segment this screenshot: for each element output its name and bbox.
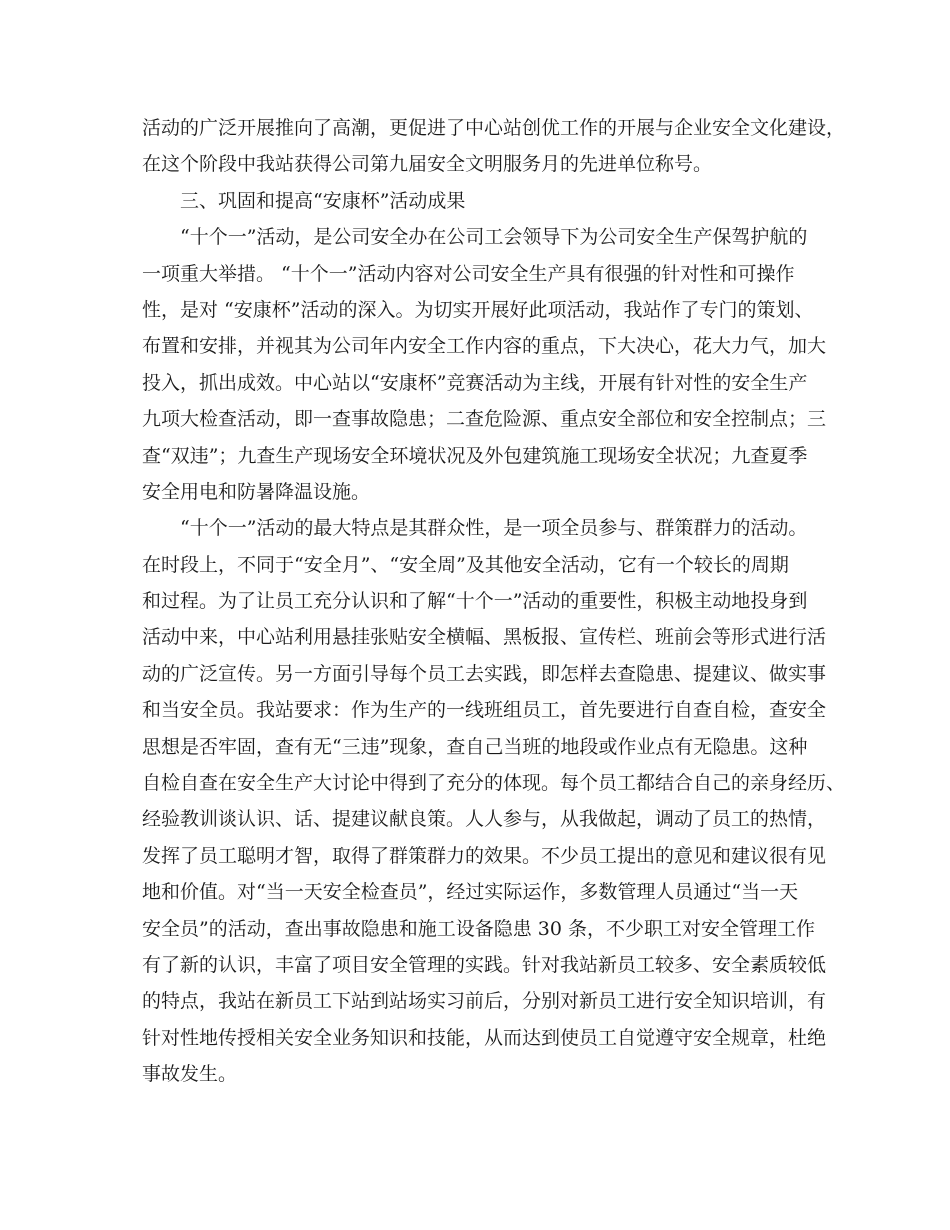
text-line: 自检自查在安全生产大讨论中得到了充分的体现。每个员工都结合自己的亲身经历、 [142, 772, 846, 795]
text-line: 九项大检查活动，即一查事故隐患；二查危险源、重点安全部位和安全控制点；三 [142, 408, 827, 431]
text-line: 思想是否牢固，查有无“三违”现象，查自己当班的地段或作业点有无隐患。这种 [142, 735, 808, 758]
text-line: 活动的广泛开展推向了高潮，更促进了中心站创优工作的开展与企业安全文化建设， [142, 117, 846, 139]
text-line: 发挥了员工聪明才智，取得了群策群力的效果。不少员工提出的意见和建议很有见 [142, 844, 827, 867]
text-line: 地和价值。对“当一天安全检查员”，经过实际运作，多数管理人员通过“当一天 [142, 881, 799, 904]
text-line: 的特点，我站在新员工下站到站场实习前后，分别对新员工进行安全知识培训，有 [142, 990, 827, 1013]
section-heading: 三、巩固和提高“安康杯”活动成果 [180, 189, 466, 212]
text-line: “十个一”活动的最大特点是其群众性，是一项全员参与、群策群力的活动。 [180, 517, 808, 540]
text-line: 安全用电和防暑降温设施。 [142, 480, 371, 503]
text-line: 事故发生。 [142, 1063, 238, 1086]
text-line: 和过程。为了让员工充分认识和了解“十个一”活动的重要性，积极主动地投身到 [142, 590, 808, 613]
text-line: 投入，抓出成效。中心站以“安康杯”竞赛活动为主线，开展有针对性的安全生产 [142, 371, 808, 394]
document-body [142, 110, 846, 1093]
text-line: “十个一”活动，是公司安全办在公司工会领导下为公司安全生产保驾护航的 [180, 226, 808, 249]
text-line: 有了新的认识，丰富了项目安全管理的实践。针对我站新员工较多、安全素质较低 [142, 953, 827, 976]
text-line: 查“双违”；九查生产现场安全环境状况及外包建筑施工现场安全状况；九查夏季 [142, 444, 808, 467]
text-line: 在时段上，不同于“安全月”、“安全周”及其他安全活动，它有一个较长的周期 [142, 553, 789, 576]
text-line: 一项重大举措。 “十个一”活动内容对公司安全生产具有很强的针对性和可操作 [142, 262, 795, 285]
text-line: 在这个阶段中我站获得公司第九届安全文明服务月的先进单位称号。 [142, 153, 713, 176]
text-line: 布置和安排，并视其为公司年内安全工作内容的重点，下大决心，花大力气，加大 [142, 335, 827, 358]
text-line: 经验教训谈认识、话、提建议献良策。人人参与，从我做起，调动了员工的热情， [142, 808, 827, 831]
text-line: 和当安全员。我站要求：作为生产的一线班组员工，首先要进行自查自检，查安全 [142, 699, 827, 722]
text-line: 活动中来，中心站利用悬挂张贴安全横幅、黑板报、宣传栏、班前会等形式进行活 [142, 626, 827, 649]
text-line: 动的广泛宣传。另一方面引导每个员工去实践，即怎样去查隐患、提建议、做实事 [142, 662, 827, 685]
text-line: 安全员”的活动，查出事故隐患和施工设备隐患 30 条，不少职工对安全管理工作 [142, 917, 815, 940]
text-line: 性，是对 “安康杯”活动的深入。为切实开展好此项活动，我站作了专门的策划、 [142, 298, 814, 321]
text-line: 针对性地传授相关安全业务知识和技能，从而达到使员工自觉遵守安全规章，杜绝 [142, 1026, 827, 1049]
